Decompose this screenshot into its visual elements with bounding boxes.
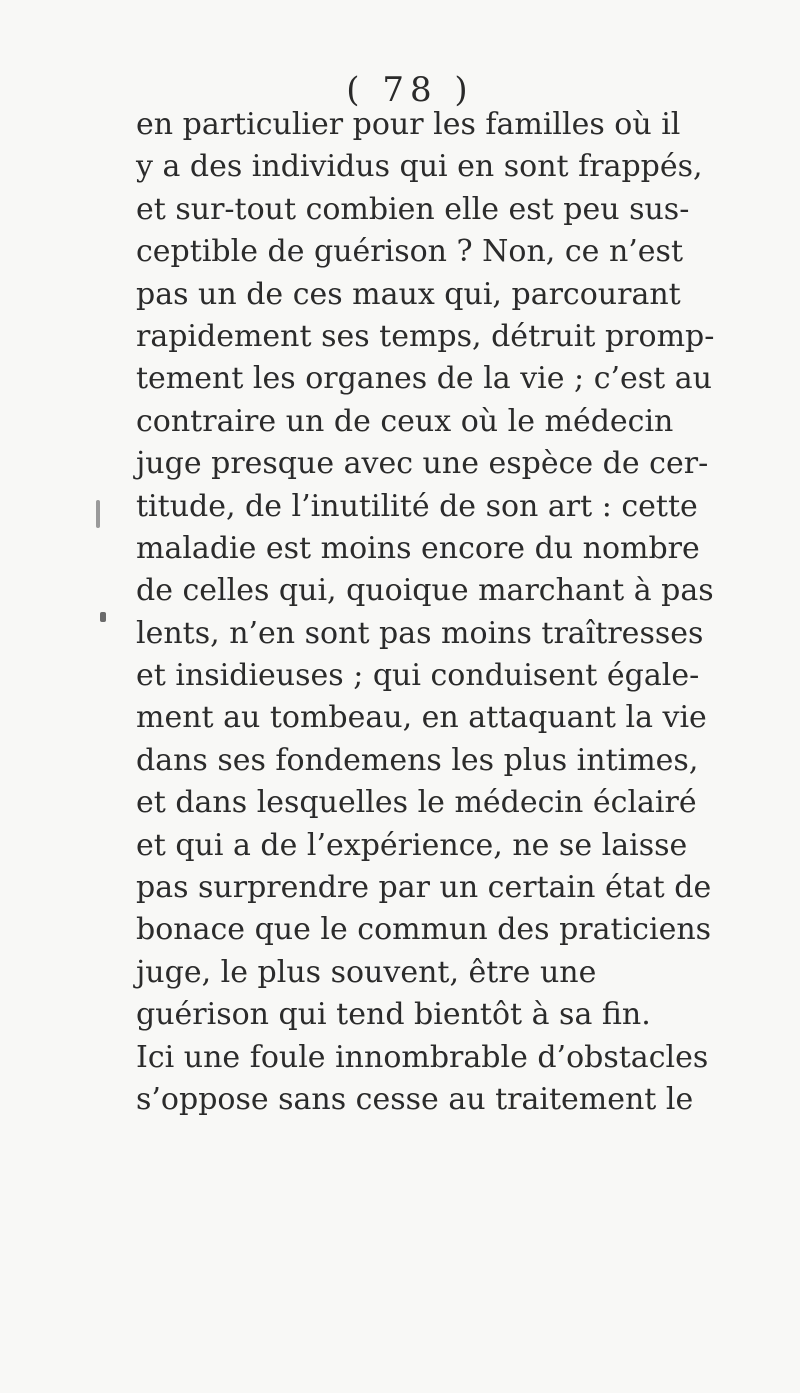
text-line: rapidement ses temps, détruit promp- (136, 318, 715, 354)
text-line: ceptible de guérison ? Non, ce n’est (136, 234, 684, 270)
scan-speck (96, 500, 100, 528)
text-line: de celles qui, quoique marchant à pas (136, 573, 714, 609)
text-line: maladie est moins encore du nombre (136, 530, 700, 566)
text-line: tement les organes de la vie ; c’est au (136, 361, 712, 397)
text-line: bonace que le commun des praticiens (136, 912, 712, 948)
text-line: guérison qui tend bientôt à sa fin. (136, 997, 651, 1033)
text-line: en particulier pour les familles où il (136, 107, 681, 142)
text-line: pas un de ces maux qui, parcourant (136, 276, 681, 312)
text-line: et dans lesquelles le médecin éclairé (136, 785, 697, 821)
text-line: dans ses fondemens les plus intimes, (136, 742, 699, 778)
body-text (136, 104, 776, 1121)
text-line: et qui a de l’expérience, ne se laisse (136, 827, 688, 863)
text-line: juge, le plus souvent, être une (136, 954, 597, 990)
text-line: juge presque avec une espèce de cer- (136, 446, 709, 482)
text-line: titude, de l’inutilité de son art : cette (136, 488, 698, 524)
text-line: lents, n’en sont pas moins traîtresses (136, 615, 704, 651)
text-line: et sur-tout combien elle est peu sus- (136, 191, 690, 227)
scan-speck (100, 612, 106, 622)
text-line: ment au tombeau, en attaquant la vie (136, 700, 707, 736)
page-number: ( 78 ) (346, 70, 474, 110)
text-line: Ici une foule innombrable d’obstacles (136, 1039, 709, 1075)
text-line: y a des individus qui en sont frappés, (136, 149, 703, 185)
text-line: s’oppose sans cesse au traitement le (136, 1081, 694, 1117)
text-line: et insidieuses ; qui conduisent égale- (136, 658, 700, 694)
text-line: contraire un de ceux où le médecin (136, 403, 674, 439)
text-line: pas surprendre par un certain état de (136, 870, 712, 906)
